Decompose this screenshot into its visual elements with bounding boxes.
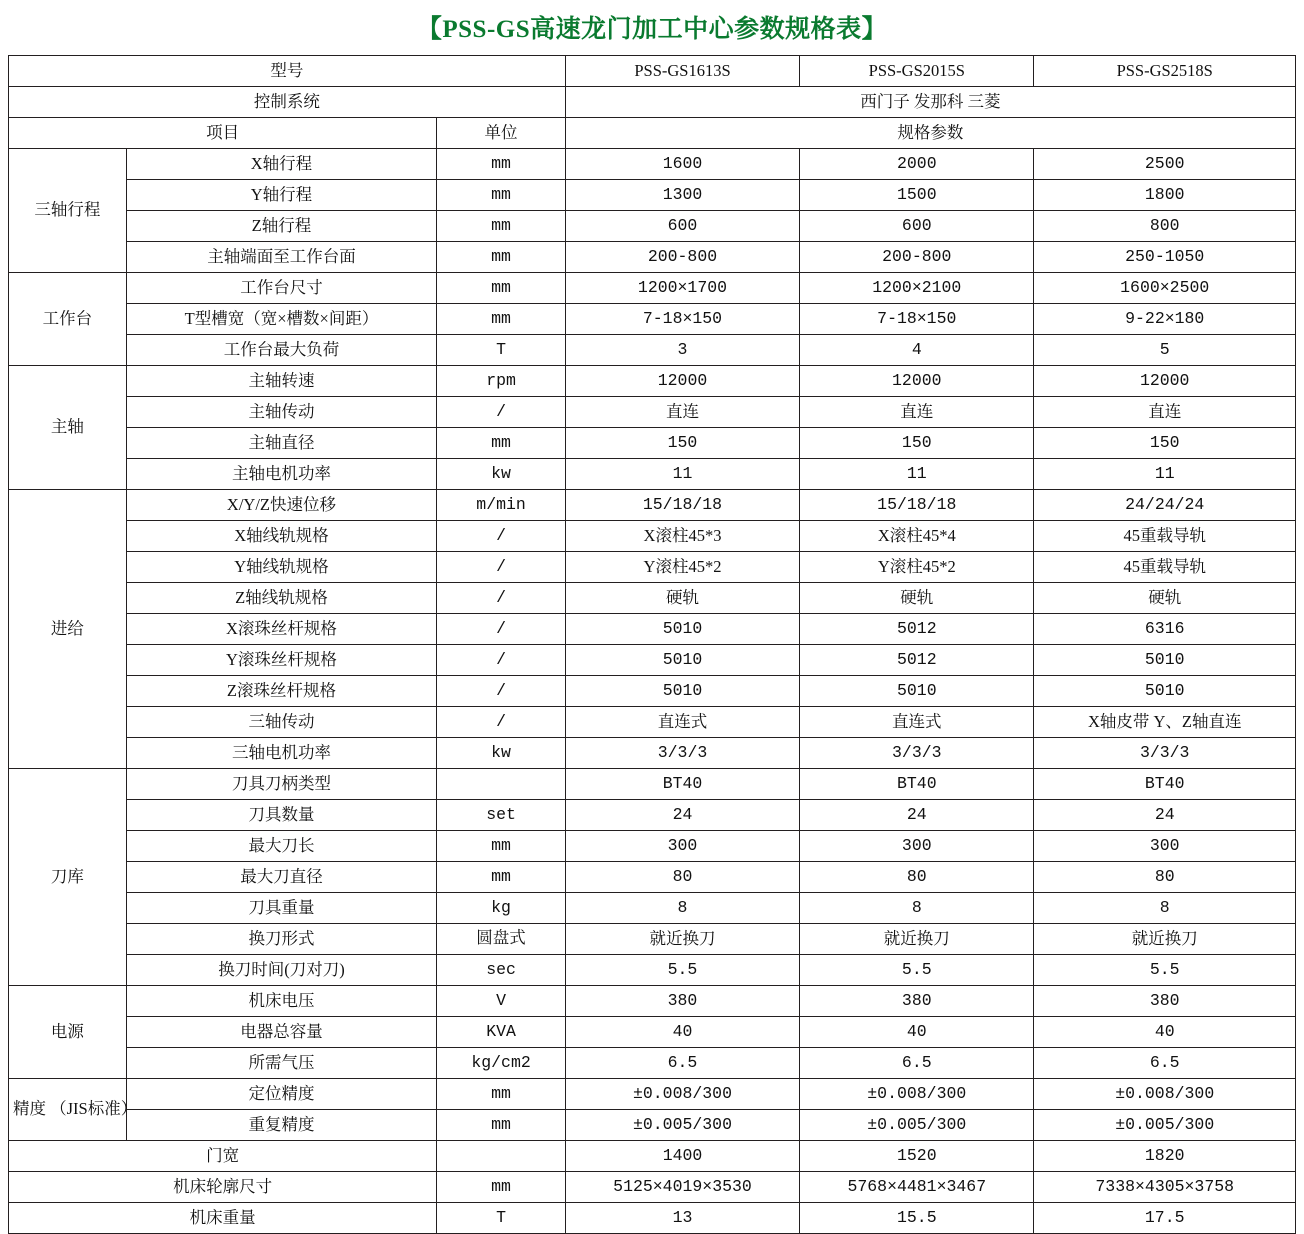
row-value-2: 80	[800, 862, 1034, 893]
row-value-3: 5010	[1034, 645, 1296, 676]
row-item-label: 工作台最大负荷	[126, 335, 437, 366]
row-unit: kw	[437, 738, 566, 769]
row-unit	[437, 1141, 566, 1172]
row-item-label: Y滚珠丝杆规格	[126, 645, 437, 676]
row-item-label: 主轴直径	[126, 428, 437, 459]
table-row	[9, 149, 1296, 180]
row-value-2: X滚柱45*4	[800, 521, 1034, 552]
table-row	[9, 459, 1296, 490]
row-value-3: X轴皮带 Y、Z轴直连	[1034, 707, 1296, 738]
table-row	[9, 800, 1296, 831]
row-value-3: 24/24/24	[1034, 490, 1296, 521]
group-label-2: 主轴	[9, 366, 127, 490]
row-unit: kg/cm2	[437, 1048, 566, 1079]
group-label-3: 进给	[9, 490, 127, 769]
row-item-label: 机床轮廓尺寸	[9, 1172, 437, 1203]
row-unit: mm	[437, 304, 566, 335]
row-value-3: 150	[1034, 428, 1296, 459]
row-unit: mm	[437, 1079, 566, 1110]
row-value-1: 5010	[565, 676, 799, 707]
row-item-label: 换刀形式	[126, 924, 437, 955]
table-row-control-system	[9, 87, 1296, 118]
row-value-1: 5.5	[565, 955, 799, 986]
row-unit: /	[437, 707, 566, 738]
table-row	[9, 273, 1296, 304]
row-item-label: T型槽宽（宽×槽数×间距）	[126, 304, 437, 335]
row-unit: 圆盘式	[437, 924, 566, 955]
row-value-3: 7338×4305×3758	[1034, 1172, 1296, 1203]
row-value-1: X滚柱45*3	[565, 521, 799, 552]
table-row	[9, 955, 1296, 986]
row-value-3: 380	[1034, 986, 1296, 1017]
row-value-1: 直连式	[565, 707, 799, 738]
row-value-2: 6.5	[800, 1048, 1034, 1079]
row-value-2: 600	[800, 211, 1034, 242]
row-value-1: 5125×4019×3530	[565, 1172, 799, 1203]
table-row	[9, 769, 1296, 800]
table-row	[9, 738, 1296, 769]
row-unit: mm	[437, 862, 566, 893]
row-value-1: 6.5	[565, 1048, 799, 1079]
row-unit: sec	[437, 955, 566, 986]
item-label: 项目	[9, 118, 437, 149]
row-value-3: 250-1050	[1034, 242, 1296, 273]
row-unit: mm	[437, 1172, 566, 1203]
row-value-2: 直连式	[800, 707, 1034, 738]
row-value-1: 12000	[565, 366, 799, 397]
row-value-3: 12000	[1034, 366, 1296, 397]
row-value-3: 24	[1034, 800, 1296, 831]
row-unit: /	[437, 676, 566, 707]
row-value-3: 2500	[1034, 149, 1296, 180]
table-row	[9, 893, 1296, 924]
row-item-label: X/Y/Z快速位移	[126, 490, 437, 521]
row-value-3: 直连	[1034, 397, 1296, 428]
row-value-1: 1600	[565, 149, 799, 180]
row-item-label: 主轴传动	[126, 397, 437, 428]
row-item-label: Z滚珠丝杆规格	[126, 676, 437, 707]
row-value-1: ±0.008/300	[565, 1079, 799, 1110]
row-item-label: 电器总容量	[126, 1017, 437, 1048]
row-item-label: X轴行程	[126, 149, 437, 180]
table-row	[9, 180, 1296, 211]
row-value-1: ±0.005/300	[565, 1110, 799, 1141]
table-row	[9, 1017, 1296, 1048]
row-item-label: 机床电压	[126, 986, 437, 1017]
table-row	[9, 335, 1296, 366]
row-item-label: 刀具重量	[126, 893, 437, 924]
row-value-3: 800	[1034, 211, 1296, 242]
row-item-label: 主轴电机功率	[126, 459, 437, 490]
table-row	[9, 366, 1296, 397]
row-value-3: 8	[1034, 893, 1296, 924]
row-item-label: 重复精度	[126, 1110, 437, 1141]
row-unit: mm	[437, 211, 566, 242]
table-row	[9, 490, 1296, 521]
row-value-1: 13	[565, 1203, 799, 1234]
row-value-2: 1520	[800, 1141, 1034, 1172]
table-row-subheader	[9, 118, 1296, 149]
row-value-1: 8	[565, 893, 799, 924]
table-row	[9, 1110, 1296, 1141]
row-value-2: 直连	[800, 397, 1034, 428]
row-value-3: 5.5	[1034, 955, 1296, 986]
row-value-2: 24	[800, 800, 1034, 831]
row-value-2: 5010	[800, 676, 1034, 707]
row-item-label: 门宽	[9, 1141, 437, 1172]
table-row	[9, 1203, 1296, 1234]
row-unit: mm	[437, 273, 566, 304]
row-value-1: 600	[565, 211, 799, 242]
row-value-3: 5010	[1034, 676, 1296, 707]
row-item-label: 定位精度	[126, 1079, 437, 1110]
row-value-2: 150	[800, 428, 1034, 459]
row-value-3: ±0.008/300	[1034, 1079, 1296, 1110]
row-value-3: 17.5	[1034, 1203, 1296, 1234]
row-value-3: 11	[1034, 459, 1296, 490]
row-value-2: 5012	[800, 645, 1034, 676]
row-value-3: 3/3/3	[1034, 738, 1296, 769]
row-item-label: 所需气压	[126, 1048, 437, 1079]
row-value-3: 1800	[1034, 180, 1296, 211]
row-value-2: ±0.008/300	[800, 1079, 1034, 1110]
unit-label: 单位	[437, 118, 566, 149]
row-item-label: X滚珠丝杆规格	[126, 614, 437, 645]
table-row	[9, 986, 1296, 1017]
row-item-label: 三轴传动	[126, 707, 437, 738]
row-value-2: 40	[800, 1017, 1034, 1048]
row-unit: mm	[437, 149, 566, 180]
row-item-label: 最大刀长	[126, 831, 437, 862]
row-unit: rpm	[437, 366, 566, 397]
row-item-label: 换刀时间(刀对刀)	[126, 955, 437, 986]
model-label: 型号	[9, 56, 566, 87]
spec-label: 规格参数	[565, 118, 1295, 149]
row-unit	[437, 769, 566, 800]
table-row	[9, 397, 1296, 428]
row-value-3: 1820	[1034, 1141, 1296, 1172]
row-value-2: Y滚柱45*2	[800, 552, 1034, 583]
row-value-1: 200-800	[565, 242, 799, 273]
row-value-1: 24	[565, 800, 799, 831]
row-unit: kw	[437, 459, 566, 490]
group-label-6: 精度 （JIS标准）	[9, 1079, 127, 1141]
row-unit: T	[437, 1203, 566, 1234]
row-value-3: 6.5	[1034, 1048, 1296, 1079]
table-row	[9, 831, 1296, 862]
row-unit: /	[437, 614, 566, 645]
row-item-label: 最大刀直径	[126, 862, 437, 893]
row-value-3: 1600×2500	[1034, 273, 1296, 304]
row-value-2: 7-18×150	[800, 304, 1034, 335]
row-value-2: 15.5	[800, 1203, 1034, 1234]
row-value-2: 380	[800, 986, 1034, 1017]
row-value-1: 150	[565, 428, 799, 459]
row-value-1: 硬轨	[565, 583, 799, 614]
row-unit: /	[437, 397, 566, 428]
row-value-3: 硬轨	[1034, 583, 1296, 614]
row-value-1: 15/18/18	[565, 490, 799, 521]
row-value-1: 40	[565, 1017, 799, 1048]
row-value-1: 300	[565, 831, 799, 862]
row-value-1: 3	[565, 335, 799, 366]
table-row	[9, 552, 1296, 583]
row-unit: mm	[437, 180, 566, 211]
row-value-2: 15/18/18	[800, 490, 1034, 521]
row-value-1: 7-18×150	[565, 304, 799, 335]
row-value-1: 1300	[565, 180, 799, 211]
row-value-3: 80	[1034, 862, 1296, 893]
row-value-2: 8	[800, 893, 1034, 924]
row-value-2: 就近换刀	[800, 924, 1034, 955]
row-value-1: 就近换刀	[565, 924, 799, 955]
row-value-2: 300	[800, 831, 1034, 862]
row-unit: /	[437, 552, 566, 583]
row-value-1: 1400	[565, 1141, 799, 1172]
row-unit: /	[437, 645, 566, 676]
table-row	[9, 862, 1296, 893]
table-row	[9, 645, 1296, 676]
row-unit: mm	[437, 831, 566, 862]
row-value-2: 200-800	[800, 242, 1034, 273]
group-label-1: 工作台	[9, 273, 127, 366]
row-value-2: ±0.005/300	[800, 1110, 1034, 1141]
row-item-label: 主轴转速	[126, 366, 437, 397]
table-row	[9, 428, 1296, 459]
model-name-1: PSS-GS1613S	[565, 56, 799, 87]
row-value-3: 就近换刀	[1034, 924, 1296, 955]
row-value-3: 300	[1034, 831, 1296, 862]
row-value-1: 380	[565, 986, 799, 1017]
group-label-5: 电源	[9, 986, 127, 1079]
table-row	[9, 1079, 1296, 1110]
row-item-label: X轴线轨规格	[126, 521, 437, 552]
row-value-2: 2000	[800, 149, 1034, 180]
row-value-2: 12000	[800, 366, 1034, 397]
table-row	[9, 211, 1296, 242]
row-value-3: 45重载导轨	[1034, 552, 1296, 583]
row-unit: mm	[437, 242, 566, 273]
row-item-label: Y轴线轨规格	[126, 552, 437, 583]
row-value-3: BT40	[1034, 769, 1296, 800]
row-item-label: 三轴电机功率	[126, 738, 437, 769]
table-row	[9, 242, 1296, 273]
group-label-4: 刀库	[9, 769, 127, 986]
row-unit: V	[437, 986, 566, 1017]
row-unit: mm	[437, 1110, 566, 1141]
row-unit: /	[437, 521, 566, 552]
control-system-value: 西门子 发那科 三菱	[565, 87, 1295, 118]
row-item-label: 工作台尺寸	[126, 273, 437, 304]
table-row	[9, 583, 1296, 614]
row-unit: /	[437, 583, 566, 614]
row-unit: KVA	[437, 1017, 566, 1048]
row-item-label: Z轴行程	[126, 211, 437, 242]
row-value-3: 9-22×180	[1034, 304, 1296, 335]
row-value-1: Y滚柱45*2	[565, 552, 799, 583]
table-row-model	[9, 56, 1296, 87]
row-value-1: 5010	[565, 614, 799, 645]
row-unit: T	[437, 335, 566, 366]
table-row	[9, 676, 1296, 707]
row-value-2: 1500	[800, 180, 1034, 211]
group-label-0: 三轴行程	[9, 149, 127, 273]
row-value-3: 5	[1034, 335, 1296, 366]
row-value-3: 45重载导轨	[1034, 521, 1296, 552]
row-item-label: 刀具刀柄类型	[126, 769, 437, 800]
model-name-3: PSS-GS2518S	[1034, 56, 1296, 87]
row-value-2: 3/3/3	[800, 738, 1034, 769]
table-row	[9, 614, 1296, 645]
row-value-2: 5012	[800, 614, 1034, 645]
row-item-label: 刀具数量	[126, 800, 437, 831]
control-system-label: 控制系统	[9, 87, 566, 118]
table-row	[9, 304, 1296, 335]
table-row	[9, 924, 1296, 955]
row-value-1: 80	[565, 862, 799, 893]
row-value-1: BT40	[565, 769, 799, 800]
row-value-1: 5010	[565, 645, 799, 676]
row-value-1: 1200×1700	[565, 273, 799, 304]
row-item-label: 机床重量	[9, 1203, 437, 1234]
row-value-2: BT40	[800, 769, 1034, 800]
row-value-2: 4	[800, 335, 1034, 366]
row-unit: m/min	[437, 490, 566, 521]
row-value-1: 直连	[565, 397, 799, 428]
row-value-2: 11	[800, 459, 1034, 490]
table-row	[9, 1172, 1296, 1203]
row-value-2: 1200×2100	[800, 273, 1034, 304]
row-value-1: 3/3/3	[565, 738, 799, 769]
table-row	[9, 707, 1296, 738]
table-row	[9, 1141, 1296, 1172]
row-item-label: Y轴行程	[126, 180, 437, 211]
row-value-2: 5.5	[800, 955, 1034, 986]
row-unit: kg	[437, 893, 566, 924]
row-unit: set	[437, 800, 566, 831]
row-item-label: Z轴线轨规格	[126, 583, 437, 614]
table-row	[9, 521, 1296, 552]
model-name-2: PSS-GS2015S	[800, 56, 1034, 87]
row-value-2: 5768×4481×3467	[800, 1172, 1034, 1203]
specification-table	[8, 55, 1296, 1234]
row-value-2: 硬轨	[800, 583, 1034, 614]
table-row	[9, 1048, 1296, 1079]
row-unit: mm	[437, 428, 566, 459]
row-item-label: 主轴端面至工作台面	[126, 242, 437, 273]
page-title: 【PSS-GS高速龙门加工中心参数规格表】	[416, 16, 888, 43]
row-value-3: 40	[1034, 1017, 1296, 1048]
row-value-3: 6316	[1034, 614, 1296, 645]
row-value-1: 11	[565, 459, 799, 490]
row-value-3: ±0.005/300	[1034, 1110, 1296, 1141]
